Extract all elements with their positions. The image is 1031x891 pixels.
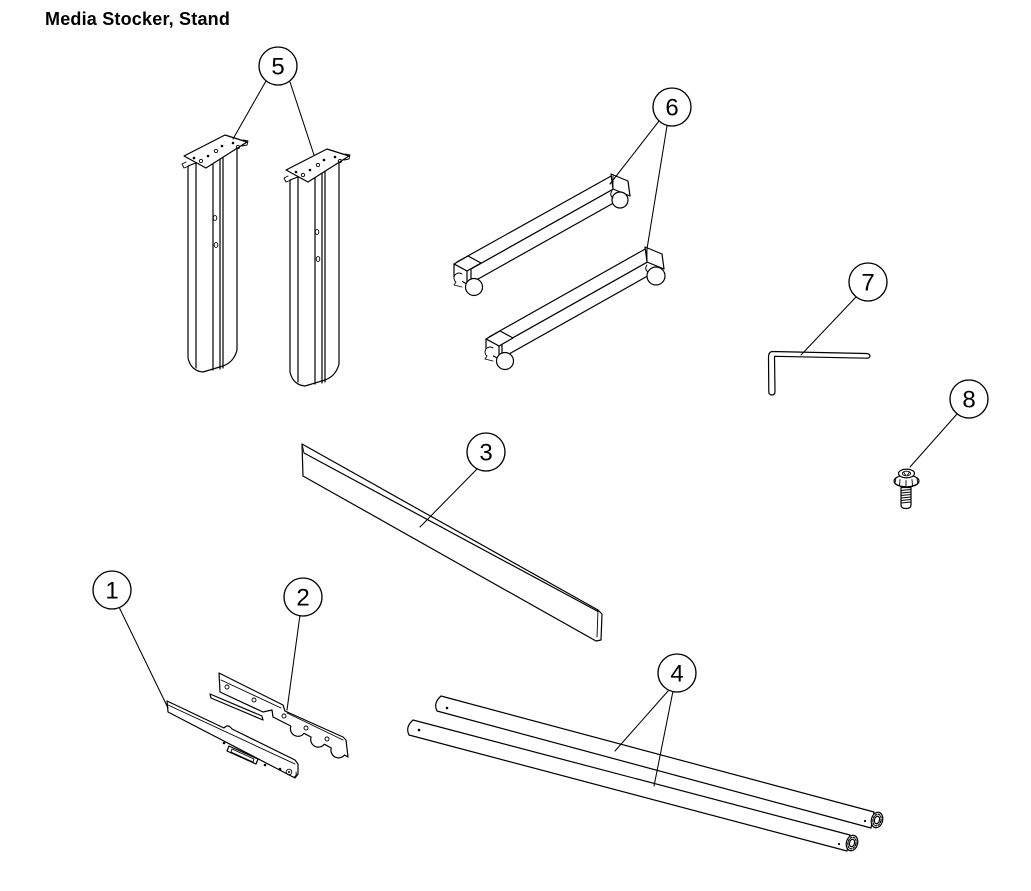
- rail-top-face: [457, 175, 626, 269]
- part-5-column-left: [182, 135, 248, 372]
- screw-flange-lobe: [912, 480, 913, 487]
- crossbar-outline: [302, 444, 602, 641]
- tube-lower: [408, 720, 860, 852]
- callout-1: [93, 571, 168, 708]
- screw-flange-lobe: [900, 480, 901, 487]
- tube-pin-hole: [838, 843, 840, 845]
- tube-pin-hole: [418, 729, 421, 732]
- leader-line: [233, 81, 266, 139]
- callout-number: 3: [479, 439, 493, 467]
- caster-wheel: [466, 279, 483, 296]
- part-5-column-right: [284, 149, 350, 386]
- callout-6: [610, 88, 691, 255]
- leader-line: [910, 414, 957, 467]
- callout-8: [910, 380, 988, 467]
- rail-top-face: [489, 248, 660, 344]
- leader-line: [615, 691, 668, 751]
- page-title: Media Stocker, Stand: [45, 9, 231, 29]
- callout-7: [801, 263, 887, 355]
- crossbar-fold-line: [304, 453, 598, 612]
- rail-lower: [485, 247, 665, 370]
- bracket-hole: [264, 764, 267, 767]
- caster-wheel: [647, 267, 665, 285]
- leader-line: [646, 126, 667, 255]
- part-5-uprights: [182, 135, 350, 386]
- caster-wheel: [612, 192, 628, 208]
- part-4-tubes: [408, 696, 885, 852]
- leader-line: [801, 297, 856, 355]
- tube-body: [408, 720, 850, 851]
- callout-number: 1: [105, 577, 119, 605]
- bracket-hole: [279, 768, 282, 771]
- callout-number: 5: [271, 53, 285, 81]
- part-6-rails: [454, 174, 665, 370]
- tube-upper: [436, 696, 885, 829]
- callout-5: [233, 47, 314, 155]
- part-8-screw: [894, 469, 919, 508]
- callout-number: 2: [296, 584, 310, 612]
- callout-number: 6: [665, 94, 679, 122]
- callout-2: [284, 578, 322, 710]
- part-7-hex-wrench: [769, 352, 871, 396]
- leader-line: [610, 121, 659, 184]
- leader-line: [290, 82, 314, 155]
- caster-swivel-bracket: [485, 347, 493, 361]
- callout-number: 4: [670, 660, 684, 688]
- caster-swivel-bracket: [454, 273, 462, 287]
- wrench-outline: [769, 352, 871, 396]
- leader-line: [119, 607, 168, 708]
- callout-number: 8: [962, 386, 976, 414]
- tube-pin-hole: [864, 820, 866, 822]
- leader-line: [287, 615, 300, 710]
- bracket-end-ring-center: [288, 771, 290, 773]
- leader-line: [420, 468, 478, 527]
- bracket-hole: [223, 742, 226, 745]
- tube-pin-hole: [446, 707, 449, 710]
- rail-front-face: [502, 255, 660, 358]
- part-3-crossbar: [302, 444, 602, 641]
- caster-wheel: [497, 353, 514, 370]
- tube-body: [436, 696, 874, 828]
- callout-3: [420, 433, 505, 527]
- screw-head: [899, 469, 915, 478]
- callout-number: 7: [861, 269, 875, 297]
- rail-front-face: [471, 182, 626, 283]
